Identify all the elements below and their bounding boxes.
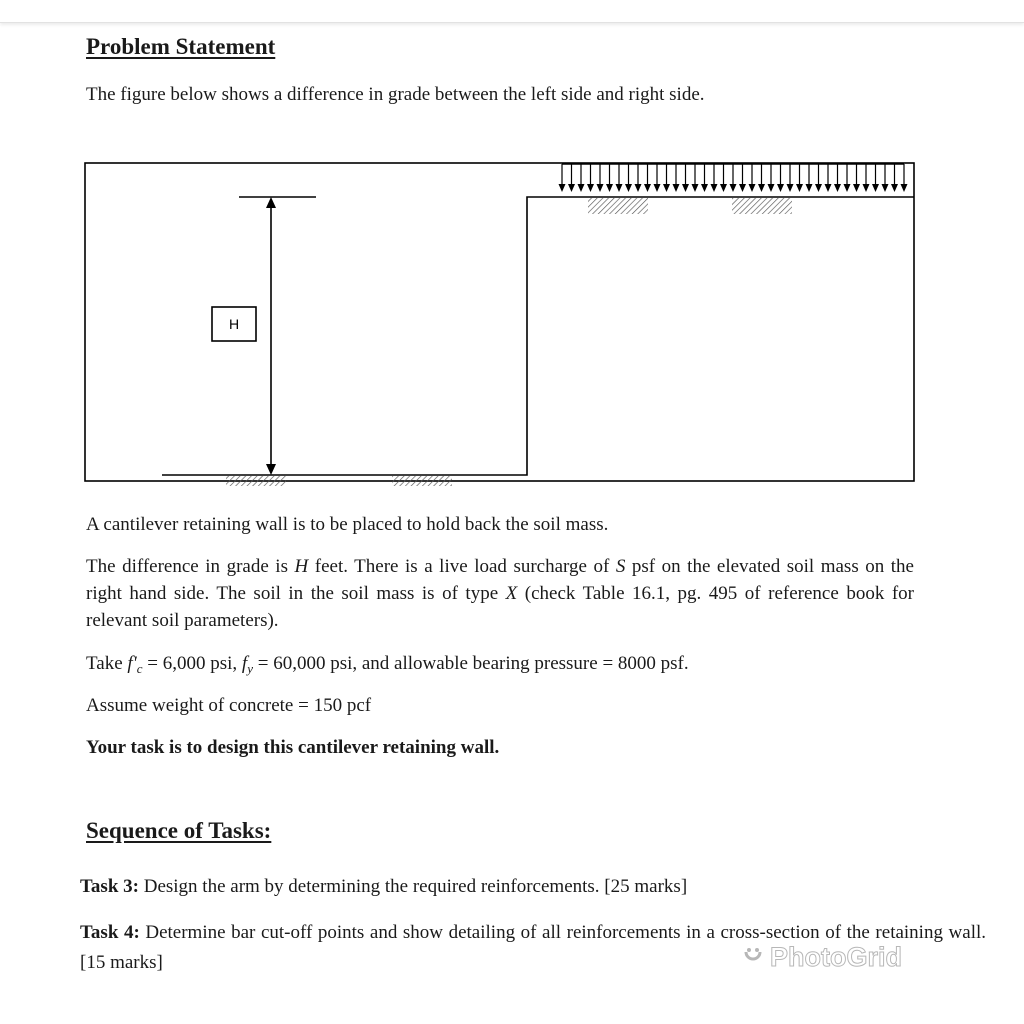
surcharge-arrowhead-icon [815, 184, 822, 192]
sequence-of-tasks-heading: Sequence of Tasks: [86, 818, 272, 843]
paragraph-material-properties [86, 650, 926, 682]
surcharge-arrowhead-icon [739, 184, 746, 192]
surcharge-arrowhead-icon [863, 184, 870, 192]
surcharge-arrowhead-icon [720, 184, 727, 192]
task-label: Task 4: [80, 922, 140, 943]
surcharge-arrowhead-icon [673, 184, 680, 192]
fy-value: = 60,000 psi, and allowable bearing pressure = 8000 psf. [252, 653, 689, 674]
intro-text: The figure below shows a difference in grade between the left side and right side. [86, 84, 705, 105]
surcharge-arrowhead-icon [853, 184, 860, 192]
task-text: Determine bar cut-off points and show detailing of all reinforcements in a cross-section of the retaining wall. [15 marks] [80, 922, 986, 973]
surcharge-arrowhead-icon [777, 184, 784, 192]
fc-symbol: f' [127, 653, 137, 674]
surcharge-arrowhead-icon [787, 184, 794, 192]
surcharge-load-arrows [559, 164, 908, 192]
surcharge-arrowhead-icon [568, 184, 575, 192]
fc-value: = 6,000 psi, [142, 653, 242, 674]
surcharge-arrowhead-icon [644, 184, 651, 192]
surcharge-arrowhead-icon [559, 184, 566, 192]
fy-subscript: y [247, 661, 253, 676]
text-run: psf on the elevated soil mass on the right hand side. The soil in the soil mass is of type [86, 556, 914, 604]
surcharge-arrowhead-icon [692, 184, 699, 192]
surcharge-arrowhead-icon [711, 184, 718, 192]
ground-profile [162, 197, 914, 475]
problem-statement-heading: Problem Statement [86, 34, 276, 59]
dimension-arrow-down-icon [266, 464, 276, 475]
surcharge-arrowhead-icon [682, 184, 689, 192]
surcharge-arrowhead-icon [616, 184, 623, 192]
ground-hatch-icon [226, 476, 286, 486]
surcharge-arrowhead-icon [834, 184, 841, 192]
viewer-top-bar [0, 0, 1024, 23]
watermark-text: PhotoGrid [770, 941, 902, 972]
fc-subscript: c [136, 661, 143, 676]
paragraph-grade-surcharge [86, 553, 914, 634]
paragraph-retaining-wall: A cantilever retaining wall is to be placed to hold back the soil mass. [86, 514, 609, 535]
surcharge-arrowhead-icon [768, 184, 775, 192]
ground-hatch-icon [588, 198, 648, 214]
task-3 [80, 873, 940, 900]
text-run: (check Table 16.1, pg. 495 of reference book for relevant soil parameters). [86, 583, 914, 631]
surcharge-arrowhead-icon [872, 184, 879, 192]
text-run: The difference in grade is [86, 556, 295, 577]
variable-s: S [615, 556, 626, 577]
surcharge-arrowhead-icon [749, 184, 756, 192]
paragraph-concrete-weight: Assume weight of concrete = 150 pcf [86, 695, 372, 716]
task-label: Task 3: [80, 876, 139, 897]
surcharge-arrowhead-icon [597, 184, 604, 192]
surcharge-arrowhead-icon [635, 184, 642, 192]
surcharge-arrowhead-icon [806, 184, 813, 192]
text-run: feet. There is a live load surcharge of [308, 556, 616, 577]
variable-h: H [294, 556, 309, 577]
text-run: Take [86, 653, 128, 674]
surcharge-arrowhead-icon [758, 184, 765, 192]
grade-difference-figure [84, 162, 916, 486]
photogrid-logo-icon [742, 946, 764, 968]
task-text: Design the arm by determining the required reinforcements. [25 marks] [138, 876, 688, 897]
surcharge-arrowhead-icon [891, 184, 898, 192]
surcharge-arrowhead-icon [625, 184, 632, 192]
photogrid-watermark [742, 940, 942, 974]
dimension-arrow-up-icon [266, 197, 276, 208]
surcharge-arrowhead-icon [796, 184, 803, 192]
surcharge-arrowhead-icon [882, 184, 889, 192]
surcharge-arrowhead-icon [587, 184, 594, 192]
h-label: H [228, 316, 240, 332]
ground-hatch-icon [732, 198, 792, 214]
surcharge-arrowhead-icon [825, 184, 832, 192]
surcharge-arrowhead-icon [654, 184, 661, 192]
surcharge-arrowhead-icon [730, 184, 737, 192]
task-statement: Your task is to design this cantilever retaining wall. [86, 737, 500, 758]
surcharge-arrowhead-icon [844, 184, 851, 192]
surcharge-arrowhead-icon [578, 184, 585, 192]
surcharge-arrowhead-icon [606, 184, 613, 192]
surcharge-arrowhead-icon [701, 184, 708, 192]
surcharge-arrowhead-icon [901, 184, 908, 192]
fy-symbol: f [241, 653, 248, 674]
ground-hatch-icon [392, 476, 452, 486]
surcharge-arrowhead-icon [663, 184, 670, 192]
variable-x: X [505, 583, 518, 604]
